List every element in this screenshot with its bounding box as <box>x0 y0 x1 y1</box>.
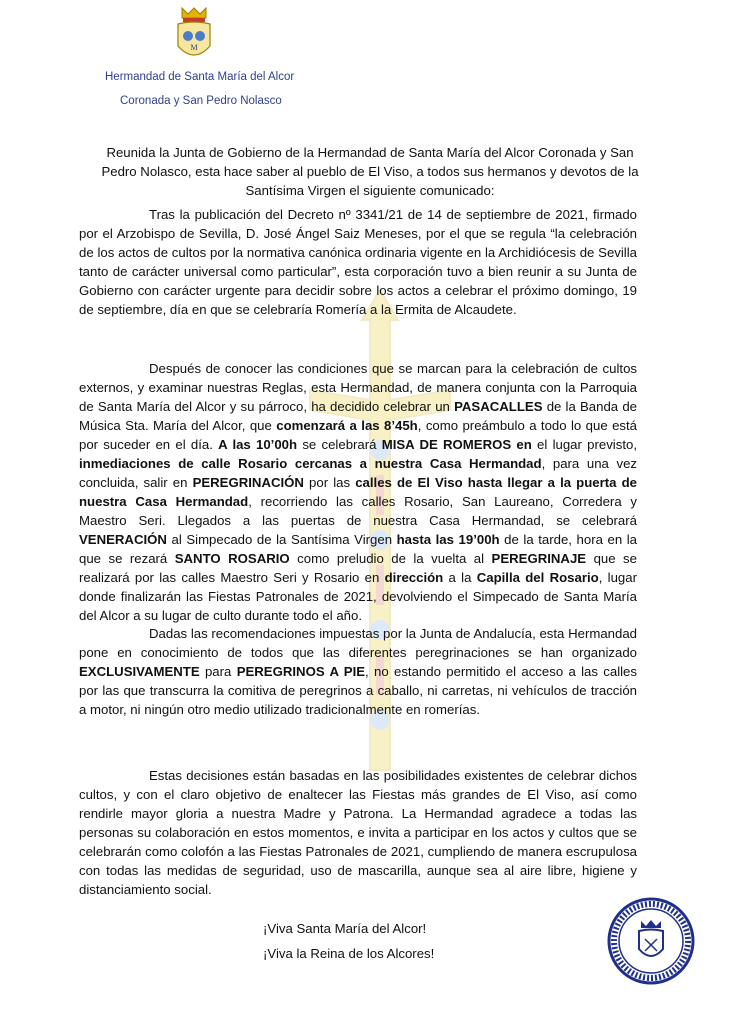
closing-line2: ¡Viva la Reina de los Alcores! <box>263 946 435 961</box>
intro-paragraph: Reunida la Junta de Gobierno de la Hermandad de Santa María del Alcor Coronada y San Pedro Nolasco, esta hace saber al pueblo de El Viso, a todos sus hermanos y devotos de la Santísima Virgen el siguiente comunicado: <box>101 145 639 198</box>
closing-line1: ¡Viva Santa María del Alcor! <box>263 921 427 936</box>
brotherhood-seal-icon <box>605 895 697 987</box>
paragraph-closing: Estas decisiones están basadas en las posibilidades existentes de celebrar dichos cultos, y con el claro objetivo de enaltecer las Fiestas más grandes de El Viso, así como rendirle mayor gloria a nuestra Madre y Patrona. La Hermandad agradece a todas las personas su colaboración en estos momentos, e invita a participar en los actos y cultos que se celebrarán como colofón a las Fiestas Patronales de 2021, cumpliendo de manera escrupulosa con todas las medidas de seguridad, uso de mascarilla, aunque sea al aire libre, higiene y distanciamiento social. <box>79 768 637 897</box>
svg-text:M: M <box>190 43 198 52</box>
org-name-line2: Coronada y San Pedro Nolasco <box>120 95 282 107</box>
paragraph-pilgrims: Dadas las recomendaciones impuestas por la Junta de Andalucía, esta Hermandad pone en conocimiento de todos que las diferentes peregrinaciones se han organizado EXCLUSIVAMENTE para PEREGRINOS A PIE, no estando permitido el acceso a las calles por las que transcurra la comitiva de peregrinos a caballo, ni carretas, ni vehículos de tracción a motor, ni ningún otro medio utilizado tradicionalmente en romerías. <box>79 626 637 717</box>
paragraph-decree: Tras la publicación del Decreto nº 3341/21 de 14 de septiembre de 2021, firmado por el Arzobispo de Sevilla, D. José Ángel Saiz Meneses, por el que se regula “la celebración de los actos de cultos por la normativa canónica ordinaria vigente en la Archidiócesis de Sevilla tanto de carácter universal como particular”, esta corporación tuvo a bien reunir a su Junta de Gobierno con carácter urgente para decidir sobre los actos a celebrar el próximo domingo, 19 de septiembre, día en que se celebraría Romería a la Ermita de Alcaudete. <box>79 207 637 317</box>
brotherhood-crest-icon <box>170 6 218 66</box>
paragraph-schedule: Después de conocer las condiciones que se marcan para la celebración de cultos externos, y examinar nuestras Reglas, esta Hermandad, de manera conjunta con la Parroquia de Santa María del Alcor y su párroco, ha decidido celebrar un PASACALLES de la Banda de Música Sta. María del Alcor, que comenzará a las 8’45h, como preámbulo a todo lo que está por suceder en el día. A las 10’00h se celebrará MISA DE ROMEROS en el lugar previsto, inmediaciones de calle Rosario cercanas a nuestra Casa Hermandad, para una vez concluida, salir en PEREGRINACIÓN por las calles de El Viso hasta llegar a la puerta de nuestra Casa Hermandad, recorriendo las calles Rosario, San Laureano, Corredera y Maestro Seri. Llegados a las puertas de nuestra Casa Hermandad, se celebrará VENERACIÓN al Simpecado de la Santísima Virgen hasta las 19’00h de la tarde, hora en la que se rezará SANTO ROSARIO como preludio de la vuelta al PEREGRINAJE que se realizará por las calles Maestro Seri y Rosario en dirección a la Capilla del Rosario, lugar donde finalizarán las Fiestas Patronales de 2021, devolviendo el Simpecado de Santa María del Alcor a su lugar de culto durante todo el año. <box>79 361 638 623</box>
org-name-line1: Hermandad de Santa María del Alcor <box>105 71 295 83</box>
